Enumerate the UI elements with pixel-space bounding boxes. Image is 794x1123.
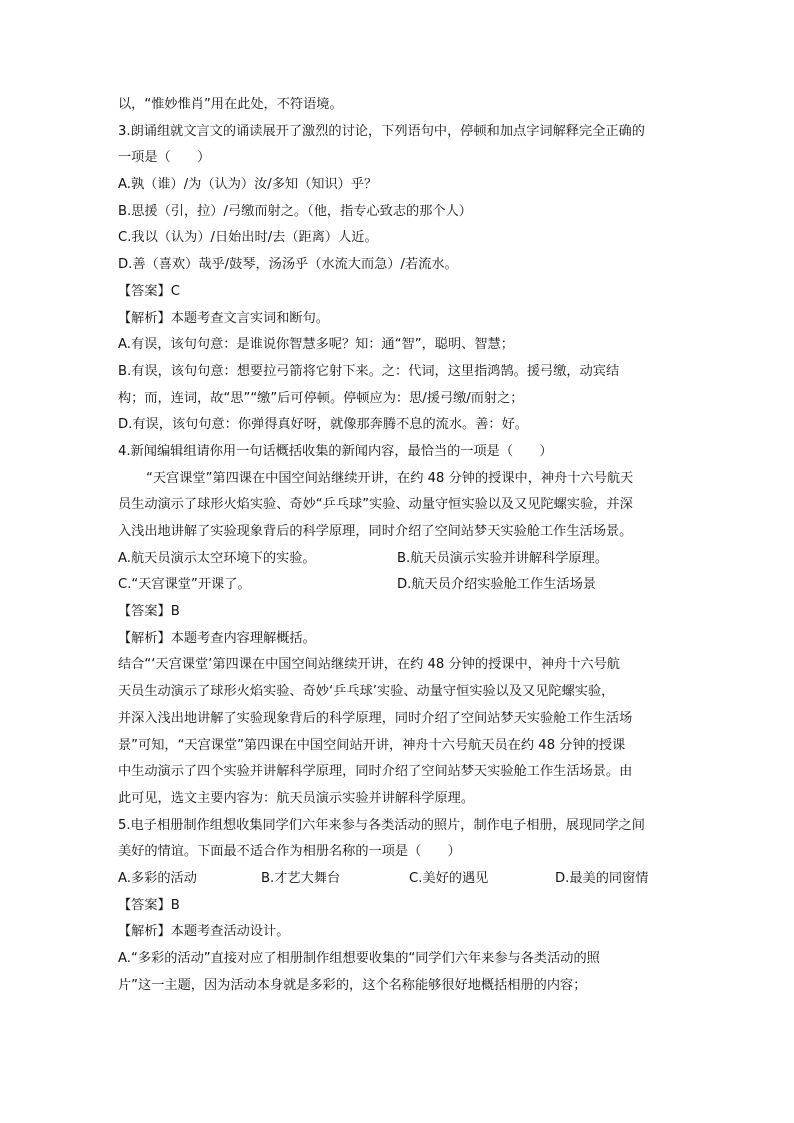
question-3-stem: 3.朗诵组就文言文的诵读展开了激烈的讨论，下列语句中，停顿和加点字词解释完全正确的 bbox=[118, 123, 645, 139]
question-3-option-a: A.孰（谁）/为（认为）汝/多知（知识）乎？ bbox=[118, 177, 378, 193]
question-3-stem-cont: 一项是（ ） bbox=[118, 150, 211, 166]
question-4-analysis-cont: 天员生动演示了球形火焰实验、奇妙‘乒乓球’实验、动量守恒实验以及又见陀螺实验， bbox=[118, 684, 615, 700]
question-4-answer: 【答案】B bbox=[118, 604, 180, 620]
question-4-option-b: B.航天员演示实验并讲解科学原理。 bbox=[397, 550, 609, 566]
question-5-option-d: D.最美的同窗情 bbox=[555, 870, 649, 886]
question-5-stem-cont: 美好的情谊。下面最不适合作为相册名称的一项是（ ） bbox=[118, 844, 461, 860]
question-3-option-b: B.思援（引，拉）/弓缴而射之。（他，指专心致志的那个人） bbox=[118, 203, 472, 219]
question-3-option-d: D.善（喜欢）哉乎/鼓琴，汤汤乎（水流大而急）/若流水。 bbox=[118, 257, 458, 273]
question-4-options-row-1 bbox=[118, 546, 676, 573]
question-5-analysis-a-cont: 片”这一主题，因为活动本身就是多彩的，这个名称能够很好地概括相册的内容； bbox=[118, 977, 587, 993]
question-3-analysis-a: A.有误，该句句意：是谁说你智慧多呢？知：通“智”，聪明、智慧； bbox=[118, 337, 514, 353]
text-line: 以，“惟妙惟肖”用在此处，不符语境。 bbox=[118, 97, 343, 112]
document-page bbox=[118, 92, 676, 999]
question-5-option-c: C.美好的遇见 bbox=[409, 870, 489, 886]
question-4-option-d: D.航天员介绍实验舱工作生活场景 bbox=[397, 577, 596, 593]
question-4-passage: “天宫课堂”第四课在中国空间站继续开讲，在约 48 分钟的授课中，神舟十六号航天 bbox=[146, 470, 634, 486]
question-4-passage-cont: 入浅出地讲解了实验现象背后的科学原理，同时介绍了空间站梦天实验舱工作生活场景。 bbox=[118, 524, 633, 539]
question-5-analysis-a: A.“多彩的活动”直接对应了相册制作组想要收集的“同学们六年来参与各类活动的照 bbox=[118, 951, 600, 966]
question-4-options-row-2 bbox=[118, 572, 676, 599]
question-3-option-c: C.我以（认为）/日始出时/去（距离）人近。 bbox=[118, 230, 378, 246]
question-4-analysis-cont: 此可见，选文主要内容为：航天员演示实验并讲解科学原理。 bbox=[118, 790, 475, 806]
question-4-analysis-heading: 【解析】本题考查内容理解概括。 bbox=[118, 630, 316, 646]
question-4-option-a: A.航天员演示太空环境下的实验。 bbox=[118, 550, 316, 566]
question-5-answer: 【答案】B bbox=[118, 897, 180, 913]
question-4-analysis-cont: 景”可知，“天宫课堂”第四课在中国空间站开讲，神舟十六号航天员在约 48 分钟的授课 bbox=[118, 737, 626, 753]
question-4-analysis: 结合“‘天宫课堂’第四课在中国空间站继续开讲，在约 48 分钟的授课中，神舟十六号航 bbox=[118, 657, 620, 673]
question-4-analysis-cont: 并深入浅出地讲解了实验现象背后的科学原理，同时介绍了空间站梦天实验舱工作生活场 bbox=[118, 710, 633, 726]
question-4-passage-cont: 员生动演示了球形火焰实验、奇妙“乒乓球”实验、动量守恒实验以及又见陀螺实验，并深 bbox=[118, 497, 633, 513]
question-5-option-b: B.才艺大舞台 bbox=[261, 870, 341, 886]
question-3-analysis-b-cont: 构；而，连词，故“思”“缴”后可停顿。停顿应为：思/援弓缴/而射之； bbox=[118, 390, 524, 406]
question-5-stem: 5.电子相册制作组想收集同学们六年来参与各类活动的照片，制作电子相册，展现同学之间 bbox=[118, 817, 645, 833]
question-3-analysis-b: B.有误，该句句意：想要拉弓箭将它射下来。之：代词，这里指鸿鹄。援弓缴，动宾结 bbox=[118, 363, 620, 379]
question-4-analysis-cont: 中生动演示了四个实验并讲解科学原理，同时介绍了空间站梦天实验舱工作生活场景。由 bbox=[118, 764, 633, 780]
question-4-stem: 4.新闻编辑组请你用一句话概括收集的新闻内容，最恰当的一项是（ ） bbox=[118, 443, 553, 459]
question-5-option-a: A.多彩的活动 bbox=[118, 870, 197, 886]
question-4-option-c: C.“天宫课堂”开课了。 bbox=[118, 577, 251, 593]
question-5-options-row bbox=[118, 866, 676, 893]
question-5-analysis-heading: 【解析】本题考查活动设计。 bbox=[118, 924, 290, 940]
question-3-analysis-d: D.有误，该句句意：你弹得真好呀，就像那奔腾不息的流水。善：好。 bbox=[118, 417, 528, 433]
question-3-analysis-heading: 【解析】本题考查文言实词和断句。 bbox=[118, 310, 329, 326]
question-3-answer: 【答案】C bbox=[118, 283, 180, 299]
